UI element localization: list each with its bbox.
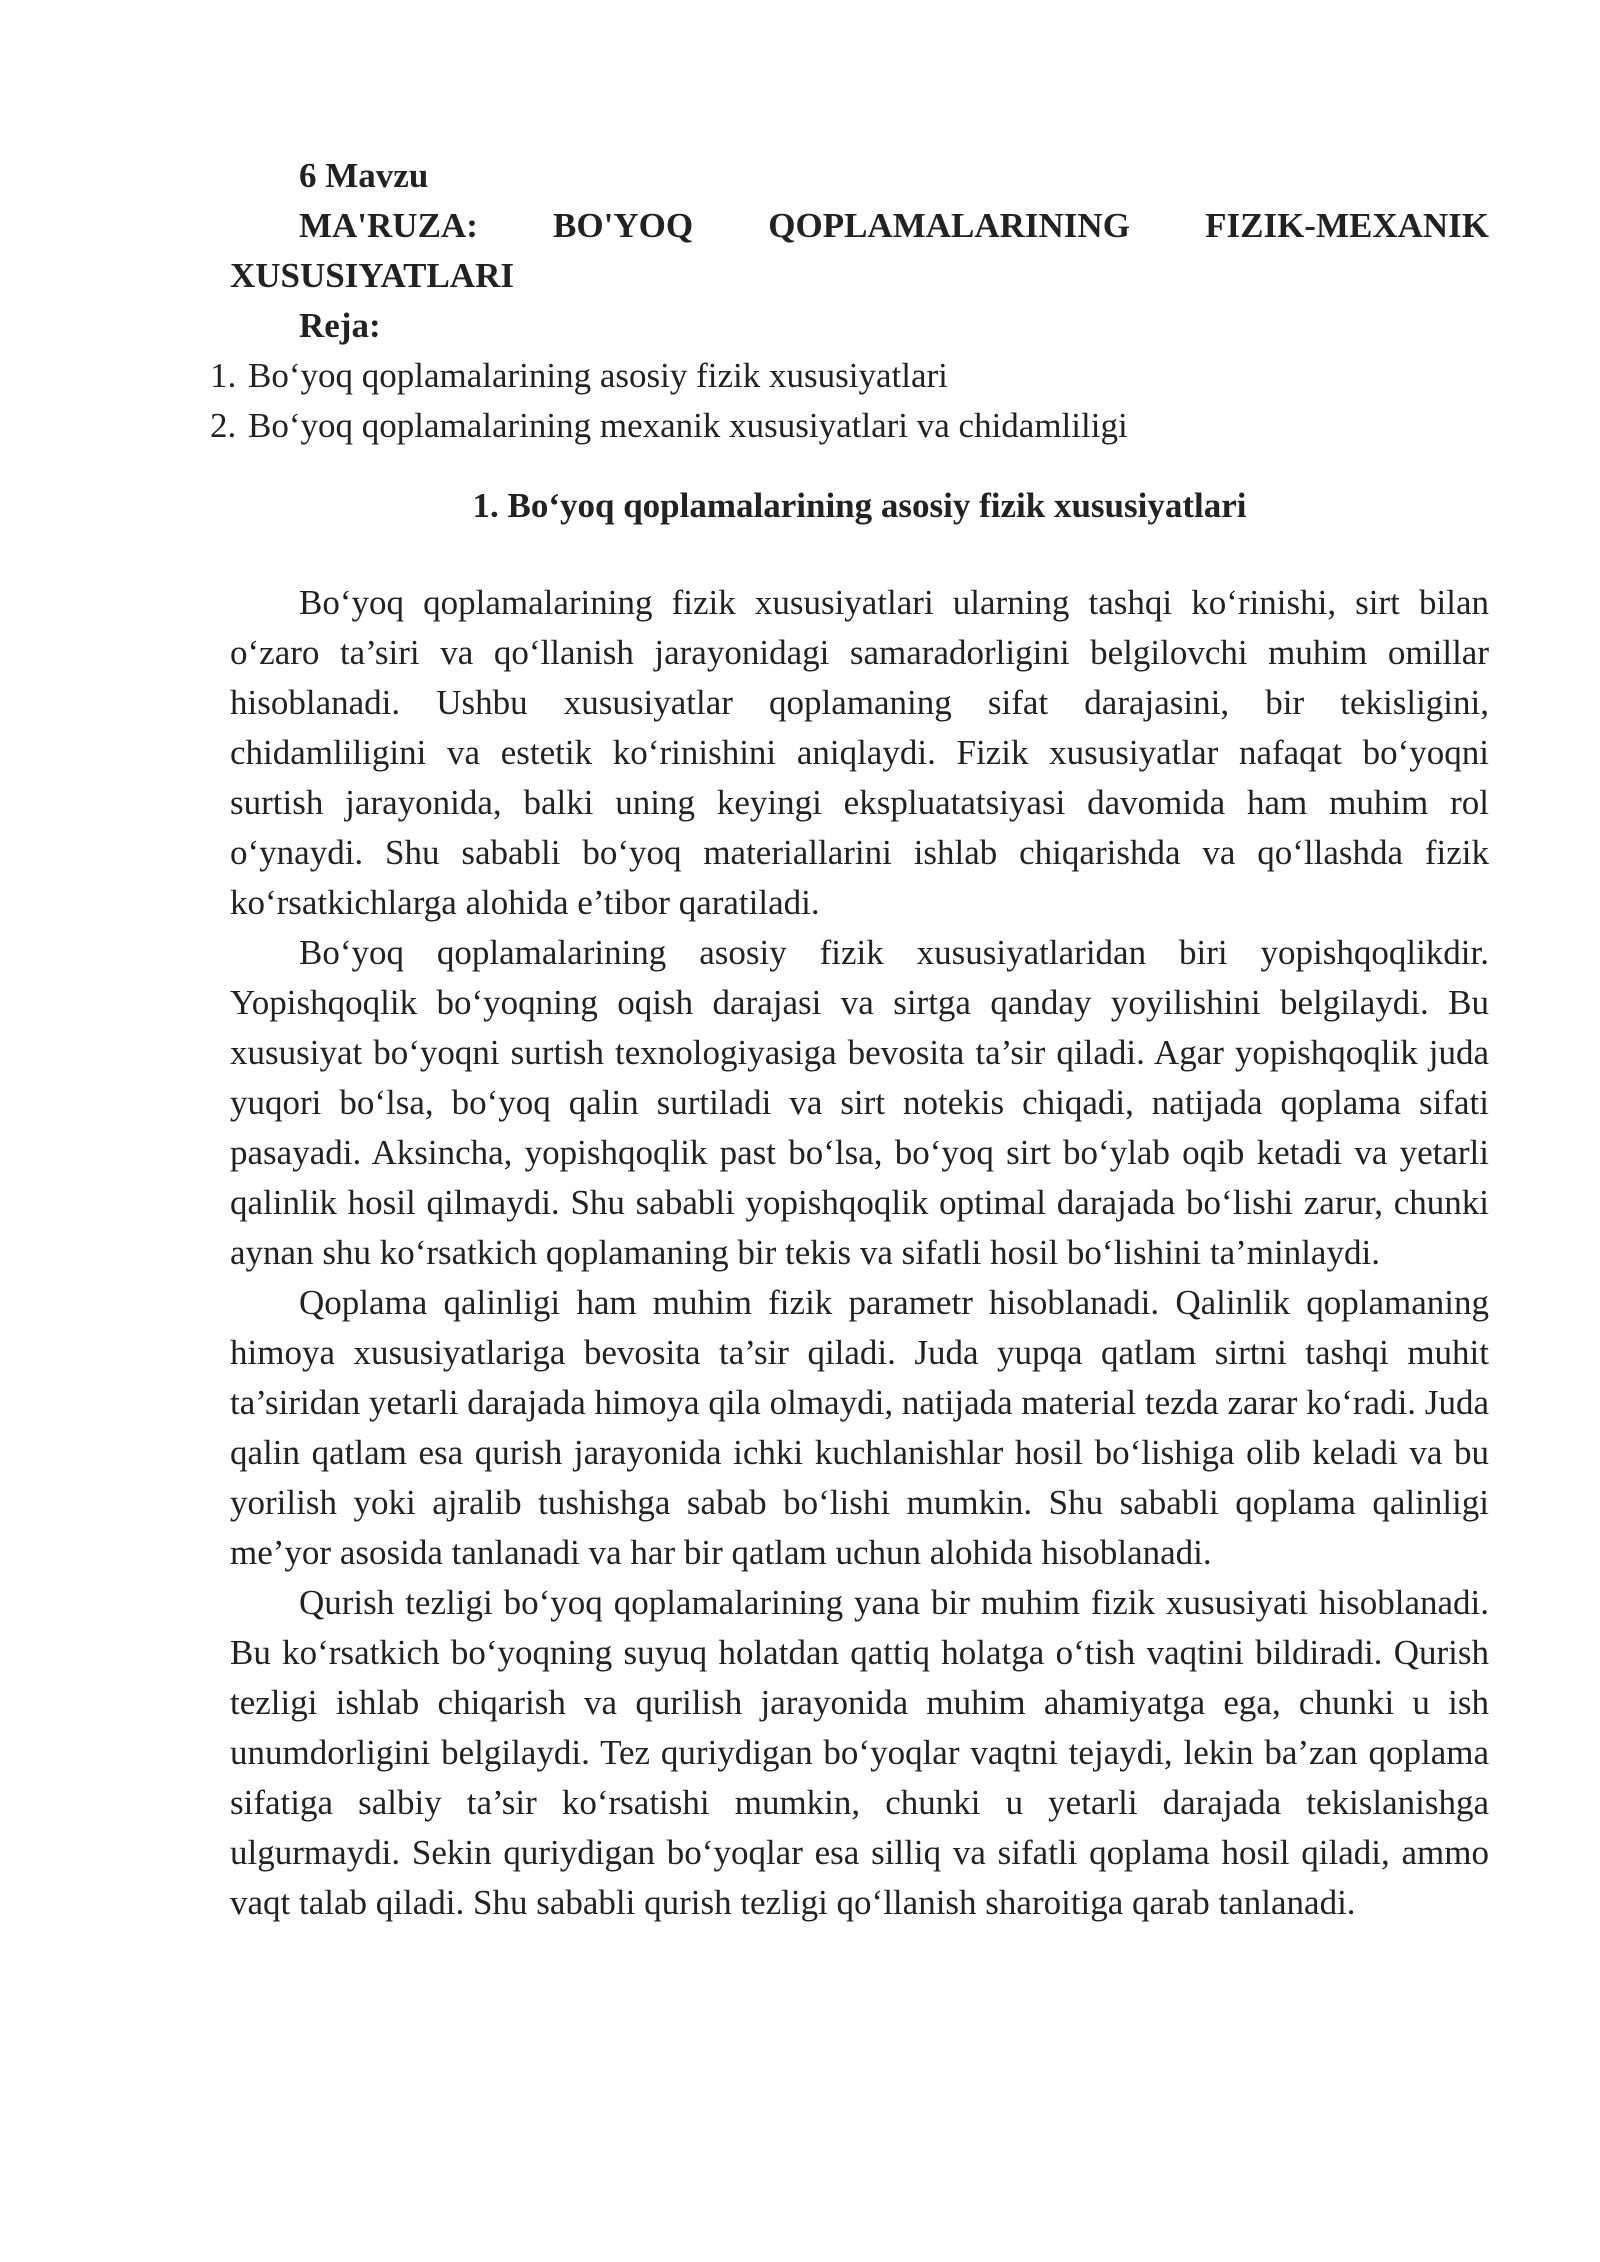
- body-paragraph: Bo‘yoq qoplamalarining asosiy fizik xususiyatlaridan biri yopishqoqlikdir. Yopishqoqlik bo‘yoqning oqish darajasi va sirtga qanday yoyilishini belgilaydi. Bu xususiyat bo‘yoqni surtish texnologiyasiga bevosita ta’sir qiladi. Agar yopishqoqlik juda yuqori bo‘lsa, bo‘yoq qalin surtiladi va sirt notekis chiqadi, natijada qoplama sifati pasayadi. Aksincha, yopishqoqlik past bo‘lsa, bo‘yoq sirt bo‘ylab oqib ketadi va yetarli qalinlik hosil qilmaydi. Shu sababli yopishqoqlik optimal darajada bo‘lishi zarur, chunki aynan shu ko‘rsatkich qoplamaning bir tekis va sifatli hosil bo‘lishini ta’minlaydi.: [230, 933, 1489, 1272]
- section-heading: 1. Bo‘yoq qoplamalarining asosiy fizik xususiyatlari: [472, 486, 1247, 525]
- plan-item-text: Bo‘yoq qoplamalarining mexanik xususiyatlari va chidamliligi: [248, 406, 1128, 445]
- plan-item-number: 1.: [210, 356, 237, 395]
- body-paragraph: Bo‘yoq qoplamalarining fizik xususiyatlari ularning tashqi ko‘rinishi, sirt bilan o‘zaro ta’siri va qo‘llanish jarayonidagi samaradorligini belgilovchi muhim omillar hisoblanadi. Ushbu xususiyatlar qoplamaning sifat darajasini, bir tekisligini, chidamliligini va estetik ko‘rinishini aniqlaydi. Fizik xususiyatlar nafaqat bo‘yoqni surtish jarayonida, balki uning keyingi ekspluatatsiyasi davomida ham muhim rol o‘ynaydi. Shu sababli bo‘yoq materiallarini ishlab chiqarishda va qo‘llashda fizik ko‘rsatkichlarga alohida e’tibor qaratiladi.: [230, 583, 1489, 922]
- plan-item: [210, 351, 1489, 401]
- topic-number: 6 Mavzu: [299, 156, 429, 195]
- body-paragraph: Qoplama qalinligi ham muhim fizik parametr hisoblanadi. Qalinlik qoplamaning himoya xususiyatlariga bevosita ta’sir qiladi. Juda yupqa qatlam sirtni tashqi muhit ta’siridan yetarli darajada himoya qila olmaydi, natijada material tezda zarar ko‘radi. Juda qalin qatlam esa qurish jarayonida ichki kuchlanishlar hosil bo‘lishiga olib keladi va bu yorilish yoki ajralib tushishga sabab bo‘lishi mumkin. Shu sababli qoplama qalinligi me’yor asosida tanlanadi va har bir qatlam uchun alohida hisoblanadi.: [230, 1283, 1489, 1572]
- plan-label: Reja:: [299, 306, 381, 345]
- lecture-title: [230, 201, 1489, 301]
- lecture-title-line-2: XUSUSIYATLARI: [230, 256, 514, 295]
- body-paragraph: Qurish tezligi bo‘yoq qoplamalarining yana bir muhim fizik xususiyati hisoblanadi. Bu ko‘rsatkich bo‘yoqning suyuq holatdan qattiq holatga o‘tish vaqtini bildiradi. Qurish tezligi ishlab chiqarish va qurilish jarayonida muhim ahamiyatga ega, chunki u ish unumdorligini belgilaydi. Tez quriydigan bo‘yoqlar vaqtni tejaydi, lekin ba’zan qoplama sifatiga salbiy ta’sir ko‘rsatishi mumkin, chunki u yetarli darajada tekislanishga ulgurmaydi. Sekin quriydigan bo‘yoqlar esa silliq va sifatli qoplama hosil qiladi, ammo vaqt talab qiladi. Shu sababli qurish tezligi qo‘llanish sharoitiga qarab tanlanadi.: [230, 1583, 1489, 1922]
- page-content: [210, 151, 1489, 1928]
- plan-item-number: 2.: [210, 406, 237, 445]
- plan-item-text: Bo‘yoq qoplamalarining asosiy fizik xususiyatlari: [248, 356, 948, 395]
- plan-list: [210, 351, 1489, 451]
- plan-item: [210, 401, 1489, 451]
- lecture-title-line-1: MA'RUZA: BO'YOQ QOPLAMALARINING FIZIK-MEXANIK: [299, 206, 1489, 245]
